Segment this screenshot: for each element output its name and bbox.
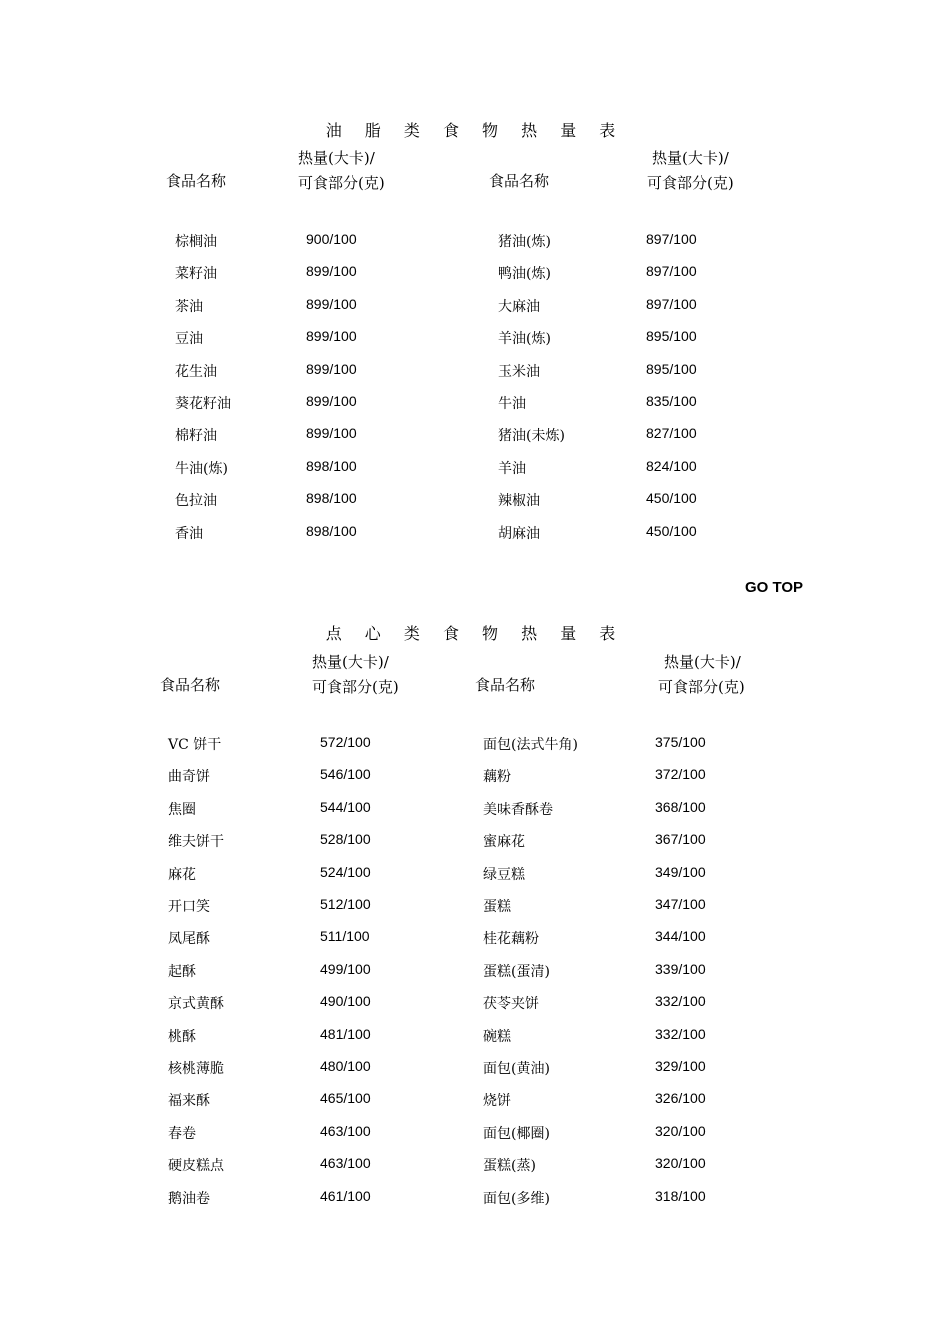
snack-header-name-right: 食品名称 xyxy=(475,676,536,694)
calorie-cell: 332/100 xyxy=(655,993,706,1010)
table-row xyxy=(0,458,950,490)
food-name-cell: 猪油(未炼) xyxy=(498,428,565,445)
food-name-cell: 茶油 xyxy=(175,298,203,315)
table-row xyxy=(0,896,950,928)
table-row xyxy=(0,328,950,360)
table-row xyxy=(0,263,950,295)
table-row xyxy=(0,799,950,831)
oil-header-name-right: 食品名称 xyxy=(489,172,550,190)
calorie-cell: 326/100 xyxy=(655,1090,706,1107)
table-row xyxy=(0,961,950,993)
oil-table-title: 油 脂 类 食 物 热 量 表 xyxy=(325,121,625,140)
calorie-cell: 461/100 xyxy=(320,1187,371,1204)
food-name-cell: 面包(椰圈) xyxy=(483,1125,550,1142)
calorie-cell: 898/100 xyxy=(306,490,357,507)
food-name-cell: 棉籽油 xyxy=(175,428,217,445)
snack-header-calorie-right-line1: 热量(大卡)/ xyxy=(664,653,741,671)
table-row xyxy=(0,1026,950,1058)
calorie-cell: 898/100 xyxy=(306,457,357,474)
calorie-cell: 347/100 xyxy=(655,896,706,912)
table-row xyxy=(0,864,950,896)
calorie-cell: 524/100 xyxy=(320,863,371,880)
calorie-cell: 375/100 xyxy=(655,734,706,750)
food-name-cell: 棕榈油 xyxy=(175,234,217,250)
table-row xyxy=(0,231,950,263)
table-row xyxy=(0,1058,950,1090)
table-row xyxy=(0,928,950,960)
food-name-cell: 藕粉 xyxy=(483,769,511,786)
calorie-cell: 490/100 xyxy=(320,993,371,1010)
food-name-cell: 麻花 xyxy=(168,866,196,883)
oil-header-calorie-right-line1: 热量(大卡)/ xyxy=(652,149,729,167)
table-row xyxy=(0,361,950,393)
calorie-cell: 899/100 xyxy=(306,328,357,345)
food-name-cell: 香油 xyxy=(175,525,203,542)
food-name-cell: 茯苓夹饼 xyxy=(483,996,539,1013)
food-name-cell: 玉米油 xyxy=(498,363,540,380)
calorie-cell: 499/100 xyxy=(320,960,371,977)
calorie-cell: 332/100 xyxy=(655,1025,706,1042)
calorie-cell: 481/100 xyxy=(320,1025,371,1042)
calorie-cell: 339/100 xyxy=(655,960,706,977)
calorie-cell: 512/100 xyxy=(320,896,371,912)
table-row xyxy=(0,393,950,425)
calorie-cell: 367/100 xyxy=(655,831,706,848)
food-name-cell: 曲奇饼 xyxy=(168,769,210,786)
calorie-cell: 318/100 xyxy=(655,1187,706,1204)
oil-header-calorie-left xyxy=(298,146,385,196)
food-name-cell: VC 饼干 xyxy=(168,737,222,753)
snack-header-calorie-right-line2: 可食部分(克) xyxy=(658,678,745,696)
table-row xyxy=(0,1123,950,1155)
food-name-cell: 胡麻油 xyxy=(498,525,540,542)
calorie-cell: 344/100 xyxy=(655,928,706,945)
food-name-cell: 羊油 xyxy=(498,460,526,477)
calorie-cell: 528/100 xyxy=(320,831,371,848)
calorie-cell: 897/100 xyxy=(646,263,697,280)
food-name-cell: 碗糕 xyxy=(483,1028,511,1045)
snack-header-calorie-left-line2: 可食部分(克) xyxy=(312,678,399,696)
calorie-cell: 372/100 xyxy=(655,766,706,783)
calorie-cell: 895/100 xyxy=(646,360,697,377)
calorie-cell: 899/100 xyxy=(306,393,357,409)
food-name-cell: 面包(法式牛角) xyxy=(483,737,578,753)
food-name-cell: 葵花籽油 xyxy=(175,396,231,412)
table-row xyxy=(0,523,950,555)
calorie-cell: 835/100 xyxy=(646,393,697,409)
food-name-cell: 大麻油 xyxy=(498,298,540,315)
food-name-cell: 面包(多维) xyxy=(483,1190,550,1207)
calorie-cell: 827/100 xyxy=(646,425,697,442)
table-row xyxy=(0,296,950,328)
food-name-cell: 猪油(炼) xyxy=(498,234,551,250)
table-row xyxy=(0,1188,950,1220)
oil-header-name-left: 食品名称 xyxy=(166,172,227,190)
oil-header-calorie-left-line2: 可食部分(克) xyxy=(298,174,385,192)
food-name-cell: 色拉油 xyxy=(175,493,217,510)
calorie-cell: 463/100 xyxy=(320,1155,371,1172)
food-name-cell: 牛油(炼) xyxy=(175,460,228,477)
table-row xyxy=(0,1155,950,1187)
calorie-cell: 898/100 xyxy=(306,522,357,539)
food-name-cell: 起酥 xyxy=(168,963,196,980)
calorie-cell: 349/100 xyxy=(655,863,706,880)
food-name-cell: 面包(黄油) xyxy=(483,1061,550,1077)
food-name-cell: 焦圈 xyxy=(168,801,196,818)
calorie-cell: 546/100 xyxy=(320,766,371,783)
food-name-cell: 蛋糕(蛋清) xyxy=(483,963,550,980)
calorie-cell: 899/100 xyxy=(306,295,357,312)
food-name-cell: 羊油(炼) xyxy=(498,331,551,348)
calorie-cell: 544/100 xyxy=(320,798,371,815)
food-name-cell: 鹅油卷 xyxy=(168,1190,210,1207)
food-name-cell: 开口笑 xyxy=(168,899,210,915)
calorie-cell: 368/100 xyxy=(655,798,706,815)
food-name-cell: 福来酥 xyxy=(168,1093,210,1110)
calorie-cell: 511/100 xyxy=(320,928,370,945)
oil-header-calorie-left-line1: 热量(大卡)/ xyxy=(298,149,375,167)
table-row xyxy=(0,766,950,798)
table-row xyxy=(0,490,950,522)
food-name-cell: 春卷 xyxy=(168,1125,196,1142)
go-top-link[interactable]: GO TOP xyxy=(745,579,804,596)
snack-header-calorie-left xyxy=(312,650,399,700)
table-row xyxy=(0,425,950,457)
food-name-cell: 蛋糕 xyxy=(483,899,511,915)
calorie-cell: 824/100 xyxy=(646,457,697,474)
food-name-cell: 凤尾酥 xyxy=(168,931,210,948)
table-row xyxy=(0,993,950,1025)
oil-header-calorie-right xyxy=(647,146,734,196)
calorie-cell: 480/100 xyxy=(320,1058,371,1074)
food-name-cell: 桂花藕粉 xyxy=(483,931,539,948)
food-name-cell: 花生油 xyxy=(175,363,217,380)
food-name-cell: 牛油 xyxy=(498,396,526,412)
food-name-cell: 烧饼 xyxy=(483,1093,511,1110)
food-name-cell: 辣椒油 xyxy=(498,493,540,510)
food-name-cell: 硬皮糕点 xyxy=(168,1158,224,1175)
calorie-cell: 320/100 xyxy=(655,1122,706,1139)
food-name-cell: 菜籽油 xyxy=(175,266,217,283)
snack-table-title: 点 心 类 食 物 热 量 表 xyxy=(325,624,625,643)
calorie-cell: 899/100 xyxy=(306,425,357,442)
food-name-cell: 绿豆糕 xyxy=(483,866,525,883)
calorie-cell: 899/100 xyxy=(306,360,357,377)
table-row xyxy=(0,831,950,863)
oil-header-calorie-right-line2: 可食部分(克) xyxy=(647,174,734,192)
calorie-cell: 450/100 xyxy=(646,490,697,507)
food-name-cell: 蜜麻花 xyxy=(483,834,525,851)
calorie-cell: 463/100 xyxy=(320,1122,371,1139)
food-name-cell: 京式黄酥 xyxy=(168,996,224,1013)
snack-header-calorie-right xyxy=(658,650,745,700)
table-row xyxy=(0,1090,950,1122)
calorie-cell: 897/100 xyxy=(646,295,697,312)
calorie-cell: 329/100 xyxy=(655,1058,706,1074)
snack-header-calorie-left-line1: 热量(大卡)/ xyxy=(312,653,389,671)
calorie-cell: 450/100 xyxy=(646,522,697,539)
food-name-cell: 桃酥 xyxy=(168,1028,196,1045)
calorie-cell: 465/100 xyxy=(320,1090,371,1107)
snack-header-name-left: 食品名称 xyxy=(160,676,221,694)
food-name-cell: 蛋糕(蒸) xyxy=(483,1158,536,1175)
calorie-cell: 895/100 xyxy=(646,328,697,345)
table-row xyxy=(0,734,950,766)
calorie-cell: 572/100 xyxy=(320,734,371,750)
food-name-cell: 维夫饼干 xyxy=(168,834,224,851)
calorie-cell: 320/100 xyxy=(655,1155,706,1172)
food-name-cell: 鸭油(炼) xyxy=(498,266,551,283)
food-name-cell: 豆油 xyxy=(175,331,203,348)
food-name-cell: 核桃薄脆 xyxy=(168,1061,224,1077)
calorie-cell: 897/100 xyxy=(646,231,697,247)
calorie-cell: 899/100 xyxy=(306,263,357,280)
calorie-cell: 900/100 xyxy=(306,231,357,247)
food-name-cell: 美味香酥卷 xyxy=(483,801,553,818)
